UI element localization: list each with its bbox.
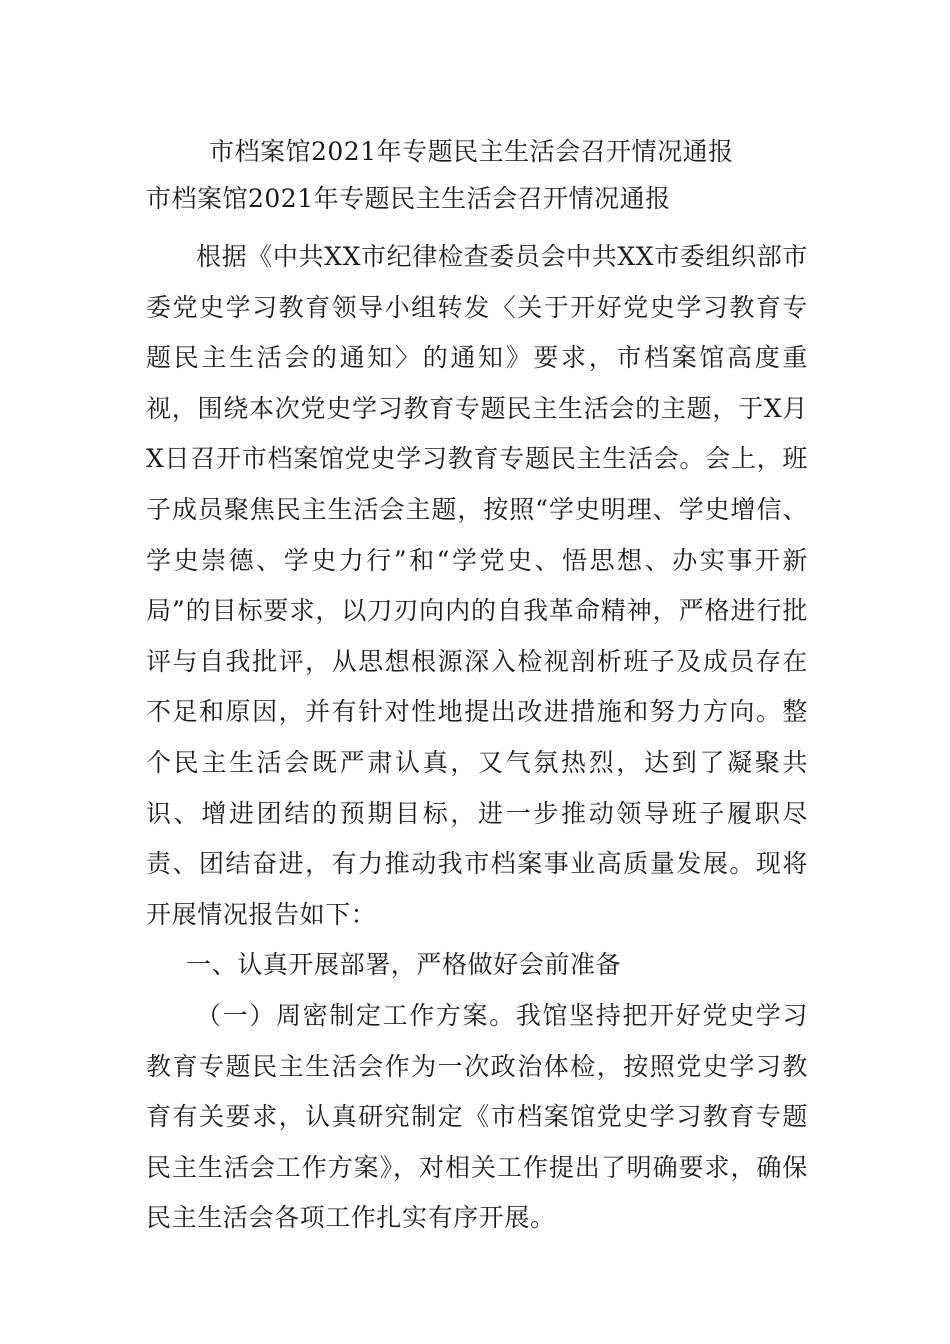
document-body bbox=[146, 232, 808, 1244]
section-heading: 一、认真开展部署，严格做好会前准备 bbox=[186, 950, 622, 980]
document-title: 市档案馆2021年专题民主生活会召开情况通报 bbox=[209, 137, 734, 166]
document-title-repeat: 市档案馆2021年专题民主生活会召开情况通报 bbox=[146, 184, 671, 213]
intro-paragraph: 根据《中共XX市纪律检查委员会中共XX市委组织部市委党史学习教育领导小组转发〈关于开好党史学习教育专题民主生活会的通知〉的通知》要求，市档案馆高度重视，围绕本次党史学习教育专题民主生活会的主题，于X月X日召开市档案馆党史学习教育专题民主生活会。会上，班子成员聚焦民主生活会主题，按照“学史明理、学史增信、学史崇德、学史力行”和“学党史、悟思想、办实事开新局”的目标要求，以刀刃向内的自我革命精神，严格进行批评与自我批评，从思想根源深入检视剖析班子及成员存在不足和原因，并有针对性地提出改进措施和努力方向。整个民主生活会既严肃认真，又气氛热烈，达到了凝聚共识、增进团结的预期目标，进一步推动领导班子履职尽责、团结奋进，有力推动我市档案事业高质量发展。现将开展情况报告如下： bbox=[146, 242, 808, 929]
section-paragraph: （一）周密制定工作方案。我馆坚持把开好党史学习教育专题民主生活会作为一次政治体检，按照党史学习教育有关要求，认真研究制定《市档案馆党史学习教育专题民主生活会工作方案》，对相关工作提出了明确要求，确保民主生活会各项工作扎实有序开展。 bbox=[146, 1000, 808, 1233]
